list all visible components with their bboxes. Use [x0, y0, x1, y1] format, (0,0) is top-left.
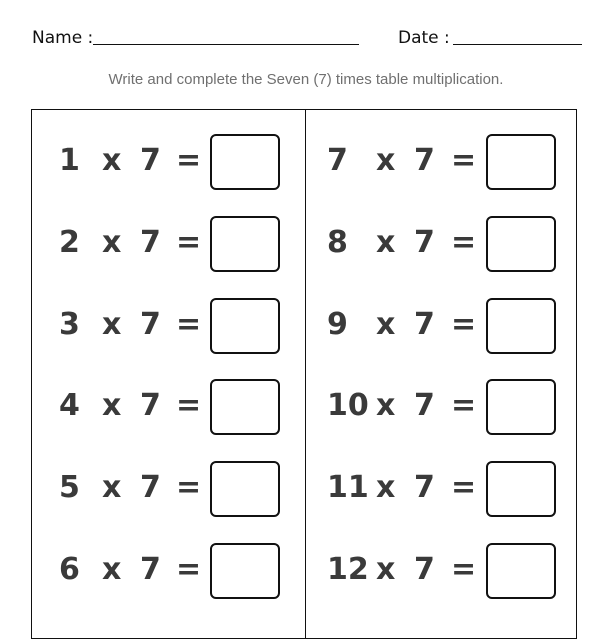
- multiplicand: 2: [59, 225, 80, 260]
- multiplier: 7: [140, 552, 161, 587]
- problem-row: [0, 216, 612, 272]
- equals-sign: =: [451, 552, 477, 587]
- times-sign: x: [376, 307, 396, 342]
- problem-row: [0, 134, 612, 190]
- times-sign: x: [102, 470, 122, 505]
- multiplicand: 10: [327, 388, 369, 423]
- answer-box[interactable]: [486, 298, 556, 354]
- multiplicand: 11: [327, 470, 369, 505]
- date-field[interactable]: [453, 44, 582, 45]
- multiplicand: 7: [327, 143, 348, 178]
- times-sign: x: [376, 388, 396, 423]
- answer-box[interactable]: [486, 379, 556, 435]
- multiplier: 7: [414, 143, 435, 178]
- multiplier: 7: [140, 225, 161, 260]
- answer-box[interactable]: [486, 543, 556, 599]
- times-sign: x: [102, 552, 122, 587]
- multiplier: 7: [140, 388, 161, 423]
- times-sign: x: [376, 143, 396, 178]
- equals-sign: =: [451, 143, 477, 178]
- multiplicand: 9: [327, 307, 348, 342]
- times-sign: x: [376, 470, 396, 505]
- times-sign: x: [376, 225, 396, 260]
- times-sign: x: [102, 307, 122, 342]
- answer-box[interactable]: [486, 134, 556, 190]
- instruction-text: Write and complete the Seven (7) times table multiplication.: [108, 71, 504, 88]
- problem-row: [0, 379, 612, 435]
- name-label: Name :: [32, 28, 94, 48]
- equals-sign: =: [176, 143, 202, 178]
- times-sign: x: [102, 225, 122, 260]
- multiplicand: 5: [59, 470, 80, 505]
- multiplicand: 1: [59, 143, 80, 178]
- equals-sign: =: [451, 307, 477, 342]
- multiplier: 7: [414, 225, 435, 260]
- equals-sign: =: [176, 225, 202, 260]
- equals-sign: =: [451, 470, 477, 505]
- equals-sign: =: [176, 388, 202, 423]
- date-label: Date :: [398, 28, 450, 48]
- multiplier: 7: [140, 307, 161, 342]
- times-sign: x: [102, 143, 122, 178]
- multiplier: 7: [414, 307, 435, 342]
- multiplicand: 6: [59, 552, 80, 587]
- answer-box[interactable]: [486, 461, 556, 517]
- multiplicand: 12: [327, 552, 369, 587]
- multiplicand: 3: [59, 307, 80, 342]
- multiplier: 7: [414, 552, 435, 587]
- multiplier: 7: [414, 388, 435, 423]
- times-sign: x: [102, 388, 122, 423]
- equals-sign: =: [176, 552, 202, 587]
- multiplicand: 4: [59, 388, 80, 423]
- problem-row: [0, 298, 612, 354]
- equals-sign: =: [176, 307, 202, 342]
- multiplicand: 8: [327, 225, 348, 260]
- multiplier: 7: [140, 470, 161, 505]
- answer-box[interactable]: [486, 216, 556, 272]
- name-field[interactable]: [93, 44, 359, 45]
- multiplier: 7: [140, 143, 161, 178]
- problem-row: [0, 543, 612, 599]
- times-sign: x: [376, 552, 396, 587]
- equals-sign: =: [451, 225, 477, 260]
- problem-row: [0, 461, 612, 517]
- multiplier: 7: [414, 470, 435, 505]
- equals-sign: =: [176, 470, 202, 505]
- equals-sign: =: [451, 388, 477, 423]
